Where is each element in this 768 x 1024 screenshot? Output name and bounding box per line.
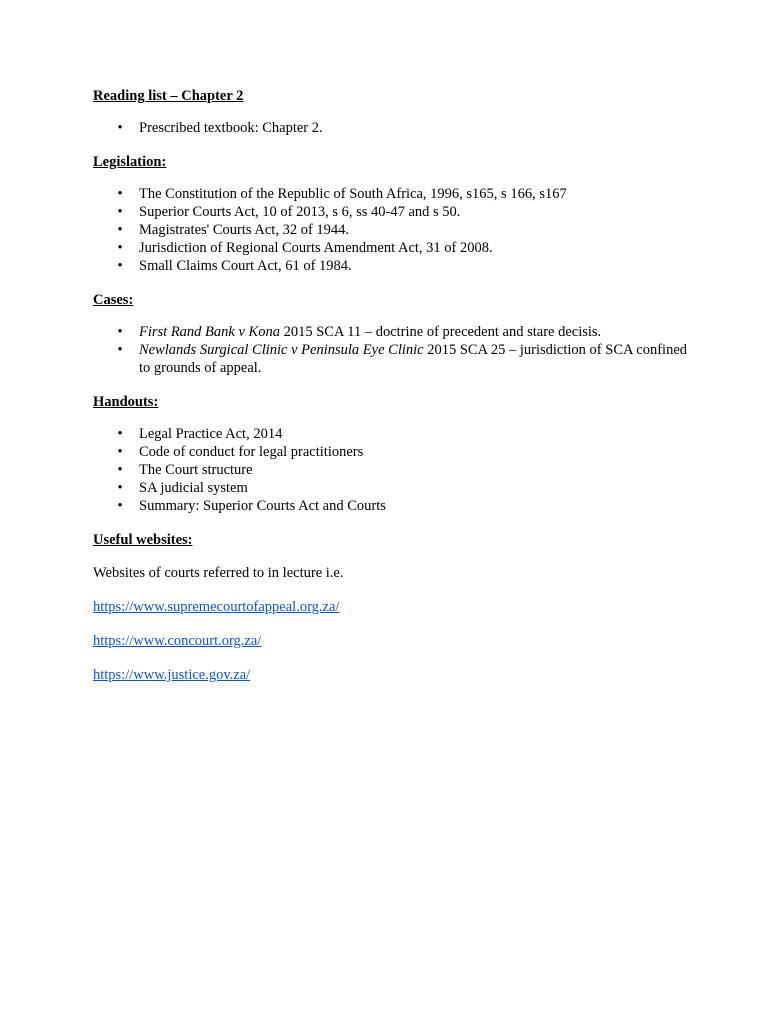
document-page <box>93 86 693 685</box>
website-link-row <box>93 597 693 617</box>
handouts-heading: Handouts: <box>93 394 159 410</box>
list-item-text: Small Claims Court Act, 61 of 1984. <box>139 258 352 274</box>
list-item <box>93 257 693 275</box>
bullet-icon: • <box>117 120 123 136</box>
list-item-text: Summary: Superior Courts Act and Courts <box>139 498 386 514</box>
list-item <box>93 119 693 137</box>
bullet-icon: • <box>117 342 123 358</box>
bullet-icon: • <box>117 480 123 496</box>
website-link-row <box>93 631 693 651</box>
list-item-text: The Court structure <box>139 462 253 478</box>
case-description: 2015 SCA 25 – jurisdiction of SCA confined to grounds of appeal. <box>139 342 688 376</box>
document-title: Reading list – Chapter 2 <box>93 88 244 104</box>
bullet-icon: • <box>117 444 123 460</box>
list-item <box>93 341 693 377</box>
legislation-list <box>93 185 693 275</box>
list-item <box>93 185 693 203</box>
list-item <box>93 461 693 479</box>
legislation-heading: Legislation: <box>93 154 167 170</box>
case-name: First Rand Bank v Kona <box>139 324 280 340</box>
bullet-icon: • <box>117 462 123 478</box>
bullet-icon: • <box>117 186 123 202</box>
intro-list <box>93 119 693 137</box>
list-item-text: Jurisdiction of Regional Courts Amendment Act, 31 of 2008. <box>139 240 493 256</box>
bullet-icon: • <box>117 222 123 238</box>
list-item <box>93 443 693 461</box>
case-description: 2015 SCA 11 – doctrine of precedent and stare decisis. <box>279 324 602 340</box>
cases-heading: Cases: <box>93 292 134 308</box>
list-item <box>93 323 693 341</box>
list-item <box>93 203 693 221</box>
list-item-text: SA judicial system <box>139 480 248 496</box>
constitutional-court-link[interactable]: https://www.concourt.org.za/ <box>93 633 262 649</box>
list-item-text: Superior Courts Act, 10 of 2013, s 6, ss 40-47 and s 50. <box>139 204 461 220</box>
list-item <box>93 479 693 497</box>
website-link-row <box>93 665 693 685</box>
list-item <box>93 497 693 515</box>
supreme-court-of-appeal-link[interactable]: https://www.supremecourtofappeal.org.za/ <box>93 599 340 615</box>
websites-heading: Useful websites: <box>93 532 193 548</box>
websites-intro: Websites of courts referred to in lecture i.e. <box>93 565 344 581</box>
bullet-icon: • <box>117 204 123 220</box>
list-item-text: Magistrates' Courts Act, 32 of 1944. <box>139 222 350 238</box>
list-item <box>93 221 693 239</box>
cases-list <box>93 323 693 377</box>
list-item-text: Legal Practice Act, 2014 <box>139 426 283 442</box>
list-item-text: Prescribed textbook: Chapter 2. <box>139 120 323 136</box>
list-item-text: Code of conduct for legal practitioners <box>139 444 364 460</box>
bullet-icon: • <box>117 498 123 514</box>
handouts-list <box>93 425 693 515</box>
list-item <box>93 239 693 257</box>
case-name: Newlands Surgical Clinic v Peninsula Eye Clinic <box>139 342 424 358</box>
bullet-icon: • <box>117 426 123 442</box>
list-item <box>93 425 693 443</box>
bullet-icon: • <box>117 240 123 256</box>
bullet-icon: • <box>117 324 123 340</box>
list-item-text: The Constitution of the Republic of South Africa, 1996, s165, s 166, s167 <box>139 186 567 202</box>
bullet-icon: • <box>117 258 123 274</box>
justice-department-link[interactable]: https://www.justice.gov.za/ <box>93 667 251 683</box>
